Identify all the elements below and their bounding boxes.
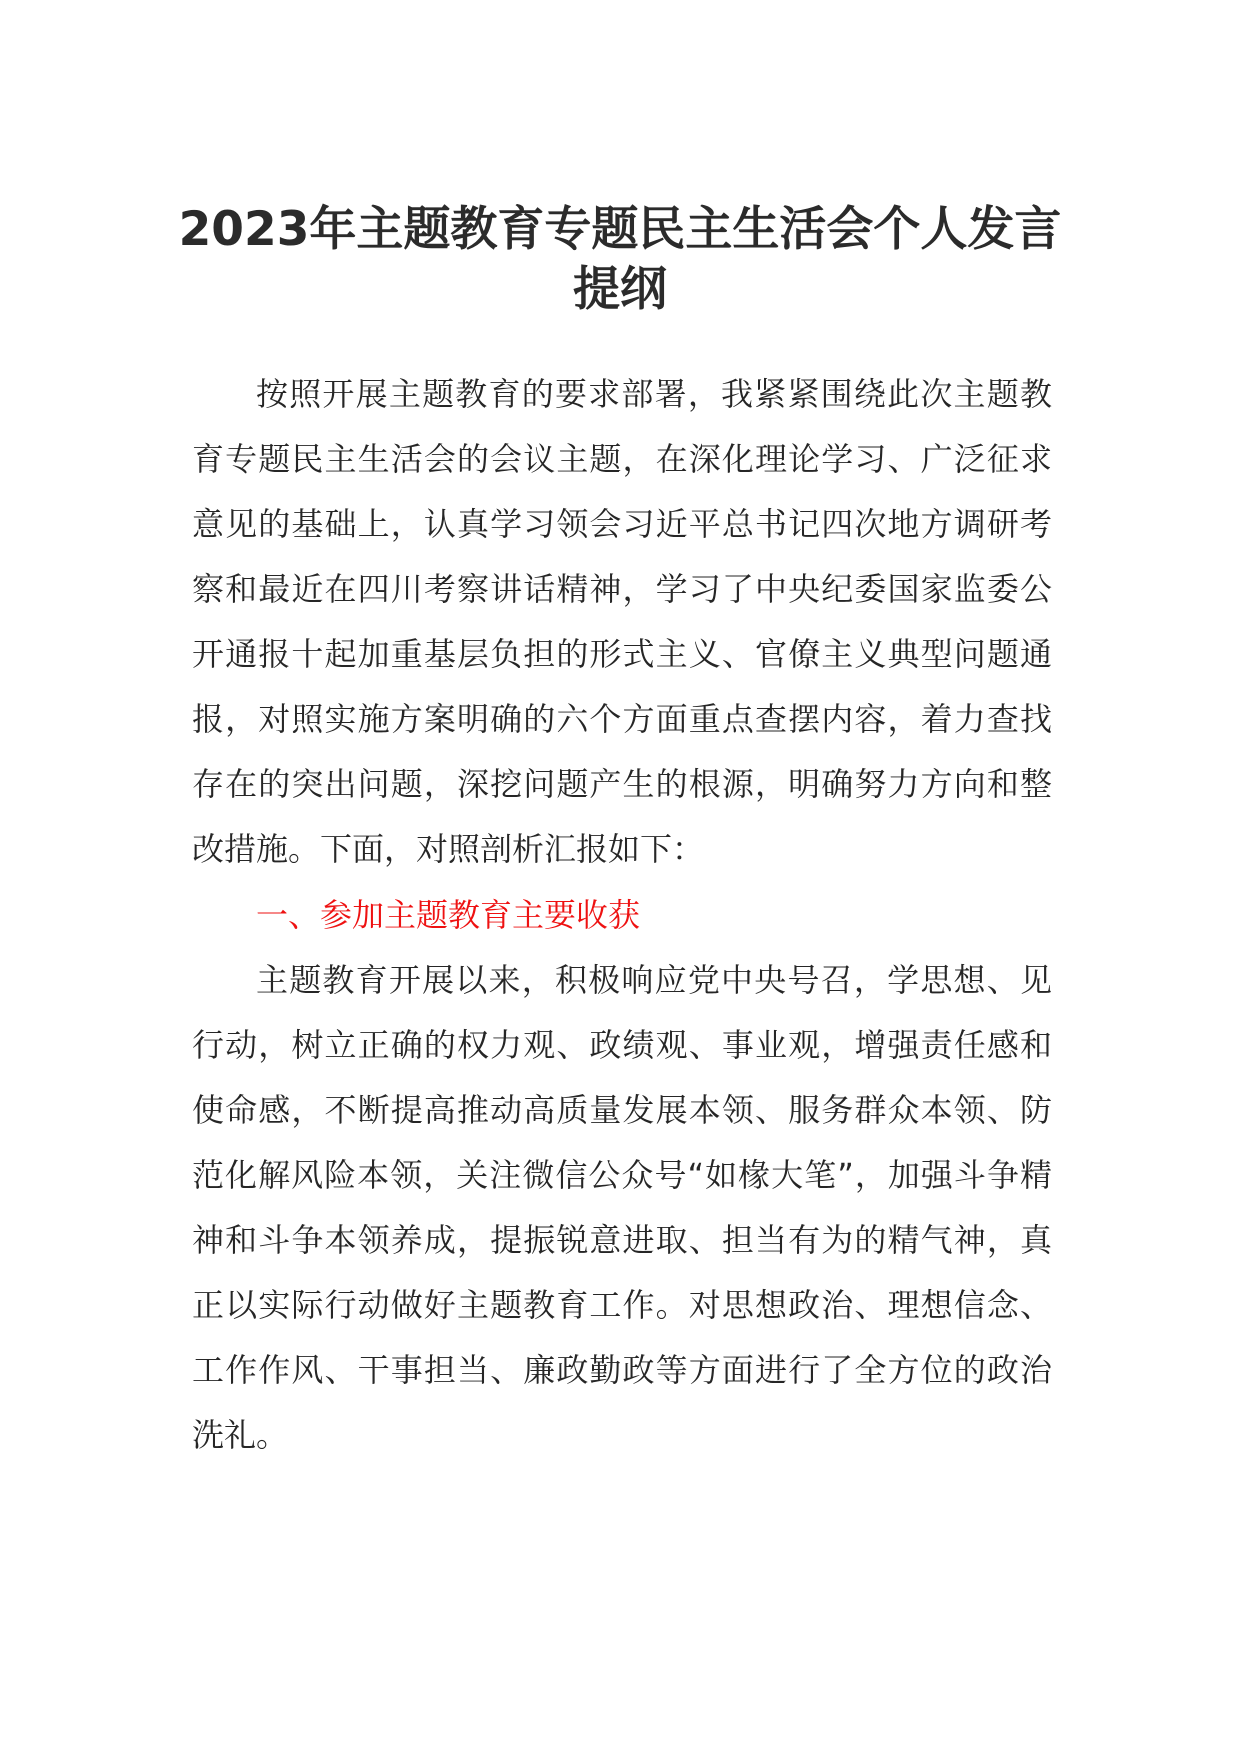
document-title: 2023年主题教育专题民主生活会个人发言提纲 xyxy=(178,202,1062,317)
section-paragraph: 主题教育开展以来，积极响应党中央号召，学思想、见行动，树立正确的权力观、政绩观、事业观，增强责任感和使命感，不断提高推动高质量发展本领、服务群众本领、防范化解风险本领，关注微信公众号“如椽大笔”，加强斗争精神和斗争本领养成，提振锐意进取、担当有为的精气神，真正以实际行动做好主题教育工作。对思想政治、理想信念、工作作风、干事担当、廉政勤政等方面进行了全方位的政治洗礼。 xyxy=(192,961,1052,1454)
intro-paragraph: 按照开展主题教育的要求部署，我紧紧围绕此次主题教育专题民主生活会的会议主题，在深化理论学习、广泛征求意见的基础上，认真学习领会习近平总书记四次地方调研考察和最近在四川考察讲话精神，学习了中央纪委国家监委公开通报十起加重基层负担的形式主义、官僚主义典型问题通报，对照实施方案明确的六个方面重点查摆内容，着力查找存在的突出问题，深挖问题产生的根源，明确努力方向和整改措施。下面，对照剖析汇报如下： xyxy=(192,375,1052,868)
section-heading: 一、参加主题教育主要收获 xyxy=(256,896,641,934)
